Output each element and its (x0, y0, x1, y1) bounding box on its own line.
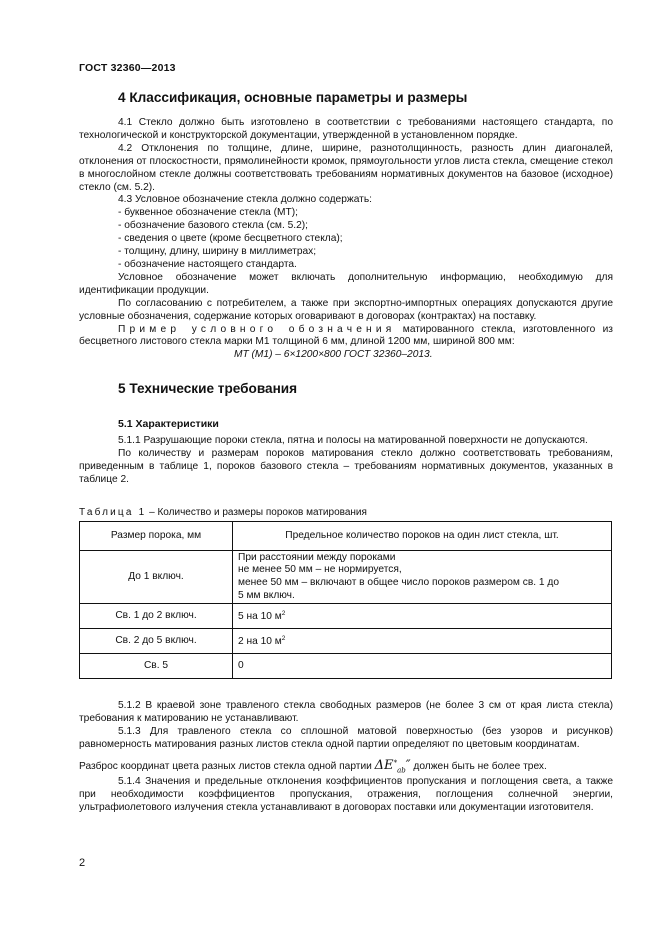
table-header-row (80, 522, 612, 551)
table-cell-size: До 1 включ. (80, 551, 233, 604)
section-5-1-2-body (79, 700, 613, 752)
section-4-body (79, 117, 613, 362)
table-row (80, 654, 612, 679)
list-item: - сведения о цвете (кроме бесцветного стекла); (118, 233, 343, 245)
spread-text-after: должен быть не более трех. (410, 761, 547, 772)
formula-subscript: ab (397, 766, 406, 775)
table-cell-count (233, 629, 612, 654)
example-label: Пример условного обозначения (118, 323, 396, 335)
formula-prime: ″ (405, 758, 411, 773)
section-5-1-1-body (79, 435, 613, 487)
table-row (80, 551, 612, 604)
formula-superscript: * (393, 759, 398, 767)
cell-unit-power: 2 (281, 635, 286, 643)
standard-header: ГОСТ 32360—2013 (79, 62, 176, 74)
table-cell-size: Св. 1 до 2 включ. (80, 604, 233, 629)
designation-list (79, 207, 613, 272)
list-item: - обозначение базового стекла (см. 5.2); (118, 220, 308, 232)
paragraph-extra-info: Условное обозначение может включать дополнительную информацию, необходимую для идентификации продукции. (79, 271, 613, 296)
spread-text-before: Разброс координат цвета разных листов стекла одной партии (79, 761, 375, 772)
example-text: матированного стекла, изготовленного из бесцветного листового стекла марки М1 толщиной 6 мм, длиной 1200 мм, шириной 800 мм: (79, 323, 613, 348)
cell-value: 5 на 10 м (238, 611, 282, 623)
section-5-1-4-body (79, 776, 613, 815)
spread-paragraph (79, 757, 613, 778)
cell-line: 5 мм включ. (238, 589, 295, 601)
section-5-title: 5 Технические требования (118, 381, 298, 396)
paragraph-4-1: 4.1 Стекло должно быть изготовлено в соответствии с требованиями настоящего стандарта, по технологической и конструкторской документации, утвержденной в установленном порядке. (79, 117, 613, 141)
delta-e-formula (375, 758, 411, 773)
subsection-5-1-title: 5.1 Характеристики (118, 418, 219, 430)
table-row (80, 629, 612, 654)
cell-line: При расстоянии между пороками (238, 551, 396, 563)
paragraph-5-1-4: 5.1.4 Значения и предельные отклонения коэффициентов пропускания и поглощения света, а также при необходимости коэффициентов пропускания, отражения, поглощения солнечной энергии, ультрафиолетового излучения стекла устанавливают в договорах поставки или документации изготовителя. (79, 776, 613, 813)
paragraph-5-1-3: 5.1.3 Для травленого стекла со сплошной матовой поверхностью (без узоров и рисунков) равномерность матирования разных листов стекла одной партии определяют по цветовым координатам. (79, 725, 613, 750)
table-cell-count: 0 (233, 654, 612, 679)
table-cell-count (233, 551, 612, 604)
table-row (80, 604, 612, 629)
table-header-count: Предельное количество пороков на один лист стекла, шт. (233, 522, 612, 551)
formula-symbol: ΔE (374, 758, 394, 773)
spread-line (79, 757, 613, 778)
table-cell-size: Св. 2 до 5 включ. (80, 629, 233, 654)
section-4-title: 4 Классификация, основные параметры и размеры (118, 90, 468, 105)
table-title: – Количество и размеры пороков матирования (146, 507, 367, 518)
table-label: Таблица 1 (79, 507, 147, 518)
paragraph-4-3: 4.3 Условное обозначение стекла должно содержать: (118, 194, 372, 206)
table-header-size: Размер порока, мм (80, 522, 233, 551)
example-paragraph (79, 324, 613, 350)
table-caption (79, 507, 367, 518)
example-formula: МТ (М1) – 6×1200×800 ГОСТ 32360–2013. (234, 349, 433, 361)
cell-unit-power: 2 (281, 610, 286, 618)
list-item: - толщину, длину, ширину в миллиметрах; (118, 246, 317, 258)
paragraph-5-1-1b: По количеству и размерам пороков матирования стекло должно соответствовать требованиям, приведенным в таблице 1, пороков базового стекла – требованиям нормативных документов, указанных в таблице 2. (79, 447, 613, 485)
page-number: 2 (79, 857, 86, 869)
paragraph-5-1-1: 5.1.1 Разрушающие пороки стекла, пятна и полосы на матированной поверхности не допускаются. (118, 435, 588, 446)
paragraph-4-2: 4.2 Отклонения по толщине, длине, ширине, разнотолщинность, разность длин диагоналей, отклонения от плоскостности, прямолинейности кромок, прямоугольности углов листа стекла, смещение стекол в многослойном стекле должны соответствовать требованиям нормативных документов на базовое (исходное) стекло (см. 5.2). (79, 142, 613, 193)
cell-line: не менее 50 мм – не нормируется, (238, 564, 402, 576)
cell-value: 2 на 10 м (238, 636, 282, 648)
paragraph-5-1-2: 5.1.2 В краевой зоне травленого стекла свободных размеров (не более 3 см от края листа стекла) требования к матированию не устанавливают. (79, 700, 613, 724)
table-cell-count (233, 604, 612, 629)
cell-line: менее 50 мм – включают в общее число пороков размером св. 1 до (238, 577, 559, 588)
list-item: - буквенное обозначение стекла (МТ); (118, 207, 298, 219)
defects-table (79, 521, 612, 679)
paragraph-agreement: По согласованию с потребителем, а также при экспортно-импортных операциях допускаются другие условные обозначения, содержание которых оговаривают в договорах (контрактах) на поставку. (79, 297, 613, 322)
list-item: - обозначение настоящего стандарта. (118, 258, 297, 270)
table-cell-size: Св. 5 (80, 654, 233, 679)
